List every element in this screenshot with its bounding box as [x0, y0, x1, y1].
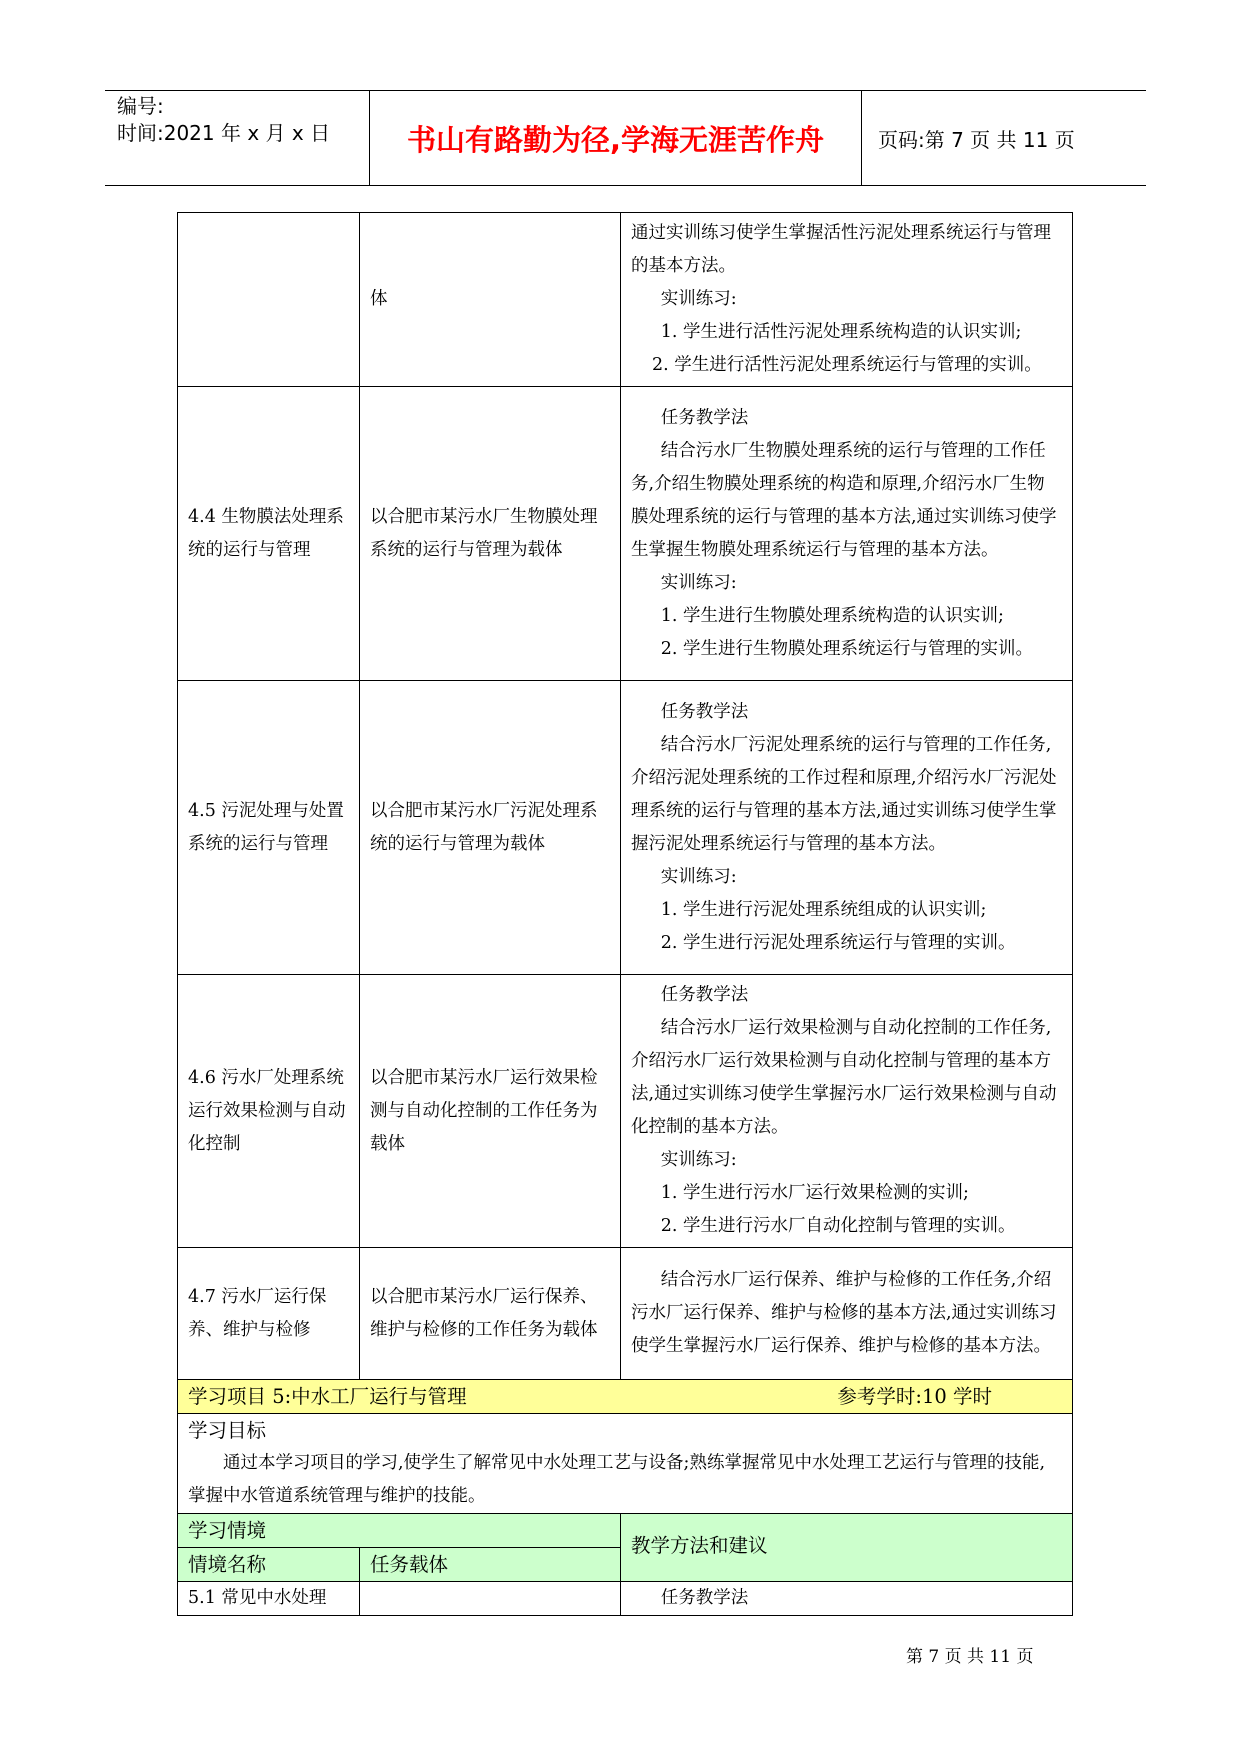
header-number: 编号:	[117, 94, 164, 118]
carrier-text: 以合肥市某污水厂运行效果检测与自动化控制的工作任务为载体	[370, 1067, 598, 1154]
header-meta	[117, 93, 367, 147]
header-time: 时间:2021 年 x 月 x 日	[117, 121, 331, 145]
situation-header-cell	[178, 1514, 621, 1548]
project-header-cell	[178, 1380, 1073, 1414]
method-text: 实训练习:	[660, 289, 737, 309]
method-text: 结合污水厂污泥处理系统的运行与管理的工作任务,介绍污泥处理系统的工作过程和原理,介绍污水厂污泥处理系统的运行与管理的基本方法,通过实训练习使学生掌握污泥处理系统运行与管理的基本方法。	[631, 734, 1057, 854]
situation-name: 4.7 污水厂运行保养、维护与检修	[188, 1286, 327, 1340]
carrier-cell	[360, 1248, 621, 1380]
method-text: 任务教学法	[660, 1588, 749, 1608]
course-table	[177, 212, 1073, 1616]
carrier-cell	[360, 975, 621, 1248]
project-title: 学习项目 5:中水工厂运行与管理	[188, 1385, 467, 1408]
goals-row	[178, 1414, 1073, 1514]
table-row	[178, 1582, 1073, 1616]
situation-name: 5.1 常见中水处理	[188, 1588, 327, 1608]
method-cell	[621, 213, 1073, 387]
method-cell	[621, 387, 1073, 681]
method-text: 任务教学法	[660, 701, 749, 722]
method-text: 结合污水厂运行保养、维护与检修的工作任务,介绍污水厂运行保养、维护与检修的基本方法,通过实训练习使学生掌握污水厂运行保养、维护与检修的基本方法。	[631, 1270, 1057, 1356]
method-text: 2. 学生进行污泥处理系统运行与管理的实训。	[660, 932, 1016, 953]
method-cell	[621, 1248, 1073, 1380]
carrier-text: 以合肥市某污水厂生物膜处理系统的运行与管理为载体	[370, 506, 598, 560]
method-text: 2. 学生进行活性污泥处理系统运行与管理的实训。	[652, 355, 1042, 375]
table-row	[178, 1248, 1073, 1380]
method-cell	[621, 975, 1073, 1248]
method-text: 2. 学生进行生物膜处理系统运行与管理的实训。	[660, 638, 1034, 659]
situation-name-cell	[178, 213, 360, 387]
carrier-text: 体	[370, 289, 388, 309]
method-text: 1. 学生进行生物膜处理系统构造的认识实训;	[660, 605, 1004, 626]
header-page-number: 页码:第 7 页 共 11 页	[878, 127, 1075, 152]
carrier-header: 任务载体	[370, 1553, 449, 1576]
method-text: 2. 学生进行污水厂自动化控制与管理的实训。	[660, 1216, 1016, 1236]
situation-name: 4.4 生物膜法处理系统的运行与管理	[188, 506, 344, 560]
table-row	[178, 975, 1073, 1248]
project-hours: 参考学时:10 学时	[837, 1385, 992, 1408]
carrier-cell	[360, 387, 621, 681]
page-footer: 第 7 页 共 11 页	[906, 1647, 1034, 1667]
situation-name-cell	[178, 387, 360, 681]
method-text: 任务教学法	[660, 407, 749, 428]
method-text: 结合污水厂运行效果检测与自动化控制的工作任务,介绍污水厂运行效果检测与自动化控制与管理的基本方法,通过实训练习使学生掌握污水厂运行效果检测与自动化控制的基本方法。	[631, 1018, 1057, 1137]
table-row	[178, 387, 1073, 681]
carrier-text: 以合肥市某污水厂运行保养、维护与检修的工作任务为载体	[370, 1286, 598, 1340]
method-text: 实训练习:	[660, 1150, 737, 1170]
method-text: 通过实训练习使学生掌握活性污泥处理系统运行与管理的基本方法。	[631, 223, 1051, 276]
situation-header-row	[178, 1514, 1073, 1548]
situation-name: 4.6 污水厂处理系统运行效果检测与自动化控制	[188, 1067, 346, 1154]
carrier-cell	[360, 213, 621, 387]
situation-name: 4.5 污泥处理与处置系统的运行与管理	[188, 800, 344, 854]
carrier-header-cell	[360, 1548, 621, 1582]
method-text: 结合污水厂生物膜处理系统的运行与管理的工作任务,介绍生物膜处理系统的构造和原理,介绍污水厂生物膜处理系统的运行与管理的基本方法,通过实训练习使学生掌握生物膜处理系统运行与管理的基本方法。	[631, 440, 1057, 560]
method-text: 1. 学生进行活性污泥处理系统构造的认识实训;	[660, 322, 1022, 342]
situation-name-cell	[178, 681, 360, 975]
goals-title: 学习目标	[188, 1419, 267, 1442]
situation-name-cell	[178, 1248, 360, 1380]
project-header-row	[178, 1380, 1073, 1414]
header-motto: 书山有路勤为径,学海无涯苦作舟	[406, 122, 825, 157]
carrier-text: 以合肥市某污水厂污泥处理系统的运行与管理为载体	[370, 800, 598, 854]
situation-name-cell	[178, 975, 360, 1248]
situation-name-cell	[178, 1582, 360, 1616]
method-text: 任务教学法	[660, 985, 749, 1005]
goals-cell	[178, 1414, 1073, 1514]
method-text: 1. 学生进行污泥处理系统组成的认识实训;	[660, 899, 987, 920]
carrier-cell	[360, 681, 621, 975]
goals-text: 通过本学习项目的学习,使学生了解常见中水处理工艺与设备;熟练掌握常见中水处理工艺运行与管理的技能,掌握中水管道系统管理与维护的技能。	[188, 1453, 1046, 1506]
method-cell	[621, 1582, 1073, 1616]
table-row	[178, 681, 1073, 975]
table-row	[178, 213, 1073, 387]
situation-header: 学习情境	[188, 1519, 267, 1542]
method-text: 1. 学生进行污水厂运行效果检测的实训;	[660, 1183, 969, 1203]
method-text: 实训练习:	[660, 866, 737, 887]
method-cell	[621, 681, 1073, 975]
method-text: 实训练习:	[660, 572, 737, 593]
method-header-cell	[621, 1514, 1073, 1582]
page-header	[105, 90, 1146, 186]
method-header: 教学方法和建议	[631, 1534, 768, 1557]
name-header: 情境名称	[188, 1553, 267, 1576]
name-header-cell	[178, 1548, 360, 1582]
carrier-cell	[360, 1582, 621, 1616]
